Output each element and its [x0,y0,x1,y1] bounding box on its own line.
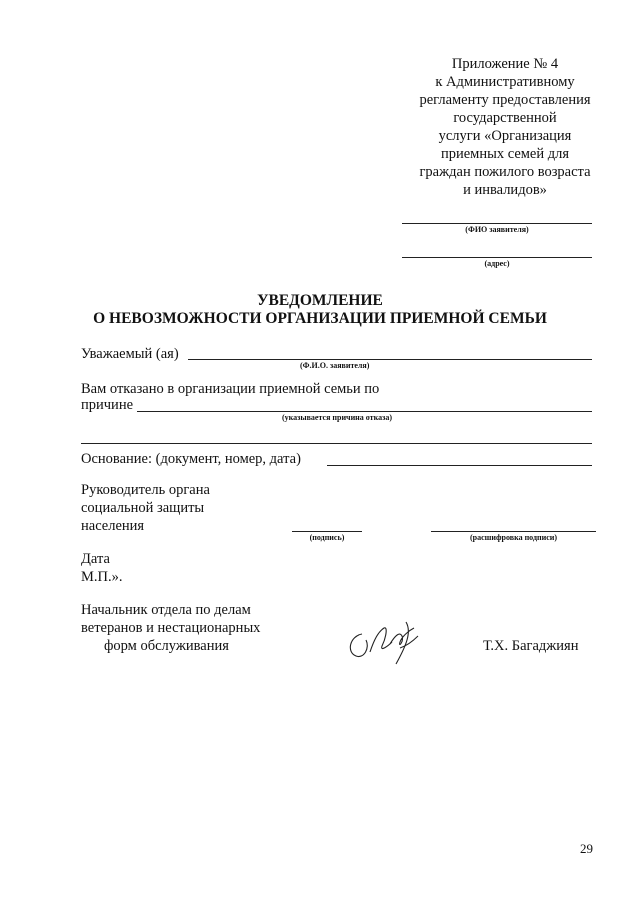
signature-decoding-caption: (расшифровка подписи) [469,533,558,542]
appendix-line: регламенту предоставления [419,92,591,108]
handwritten-signature [340,612,430,668]
signatory-name: Т.Х. Багаджиян [483,638,579,654]
dear-label: Уважаемый (ая) [81,346,179,362]
document-subtitle: О НЕВОЗМОЖНОСТИ ОРГАНИЗАЦИИ ПРИЕМНОЙ СЕМЬИ [93,310,547,327]
stamp-label: М.П.». [81,569,123,585]
reason-label: причине [81,397,134,413]
page-number: 29 [580,841,593,856]
date-label: Дата [81,551,110,567]
signatory-title-line: ветеранов и нестационарных [81,620,261,636]
appendix-line: и инвалидов» [463,182,547,198]
appendix-line: государственной [453,110,557,126]
applicant-address-caption: (адрес) [484,259,510,268]
document-title: УВЕДОМЛЕНИЕ [257,292,383,309]
basis-line [327,465,592,466]
dear-name-line [188,359,592,360]
signatory-title-line: форм обслуживания [104,638,229,654]
head-title-line: населения [81,518,145,534]
reason-caption: (указывается причина отказа) [282,413,392,422]
appendix-line: Приложение № 4 [451,56,559,72]
appendix-line: граждан пожилого возраста [419,164,591,180]
head-title-line: Руководитель органа [81,482,210,498]
signature-caption: (подпись) [309,533,345,542]
applicant-fio-line [402,223,592,224]
appendix-line: к Административному [435,74,575,90]
applicant-fio-caption: (ФИО заявителя) [465,225,529,234]
reason-continuation-line [81,443,592,444]
refusal-text: Вам отказано в организации приемной семьи по [81,381,380,397]
head-title-line: социальной защиты [81,500,205,516]
signatory-title-line: Начальник отдела по делам [81,602,251,618]
signature-line [292,531,362,532]
appendix-line: приемных семей для [440,146,570,162]
appendix-line: услуги «Организация [438,128,572,144]
signature-decoding-line [431,531,596,532]
reason-line [137,411,592,412]
appendix-header [405,55,605,199]
applicant-address-line [402,257,592,258]
basis-label: Основание: (документ, номер, дата) [81,451,301,467]
dear-name-caption: (Ф.И.О. заявителя) [300,361,370,370]
